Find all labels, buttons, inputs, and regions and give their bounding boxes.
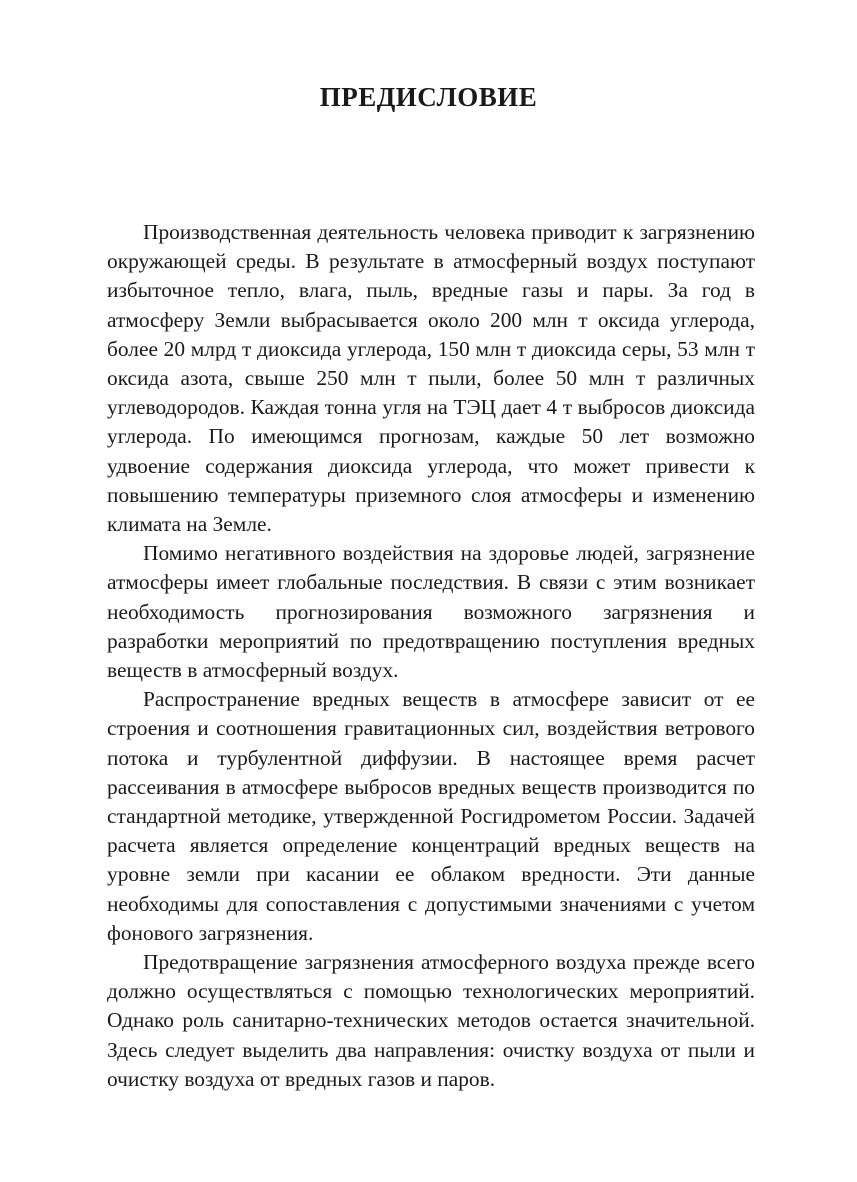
preface-body <box>107 218 755 1094</box>
paragraph-1: Производственная деятельность человека приводит к загрязнению окружающей среды. В результате в атмосферный воздух поступают избыточное тепло, влага, пыль, вредные газы и пары. За год в атмосферу Земли выбрасывается около 200 млн т оксида углерода, более 20 млрд т диоксида углерода, 150 млн т диоксида серы, 53 млн т оксида азота, свыше 250 млн т пыли, более 50 млн т различных углеводородов. Каждая тонна угля на ТЭЦ дает 4 т выбросов диоксида углерода. По имеющимся прогнозам, каждые 50 лет возможно удвоение содержания диоксида углерода, что может привести к повышению температуры приземного слоя атмосферы и изменению климата на Земле. <box>107 220 755 537</box>
paragraph-4: Предотвращение загрязнения атмосферного воздуха прежде всего должно осуществляться с помощью технологических мероприятий. Однако роль санитарно-технических методов остается значительной. Здесь следует выделить два направления: очистку воздуха от пыли и очистку воздуха от вредных газов и паров. <box>107 950 755 1091</box>
paragraph-2: Помимо негативного воздействия на здоровье людей, загрязнение атмосферы имеет глобальные последствия. В связи с этим возникает необходимость прогнозирования возможного загрязнения и разработки мероприятий по предотвращению поступления вредных веществ в атмосферный воздух. <box>107 541 755 683</box>
paragraph-3: Распространение вредных веществ в атмосфере зависит от ее строения и соотношения гравитационных сил, воздействия ветрового потока и турбулентной диффузии. В настоящее время расчет рассеивания в атмосфере выбросов вредных веществ производится по стандартной методике, утвержденной Росгидрометом России. Задачей расчета является определение концентраций вредных веществ на уровне земли при касании ее облаком вредности. Эти данные необходимы для сопоставления с допустимыми значениями с учетом фонового загрязнения. <box>107 687 755 945</box>
page-title: ПРЕДИСЛОВИЕ <box>319 82 538 112</box>
